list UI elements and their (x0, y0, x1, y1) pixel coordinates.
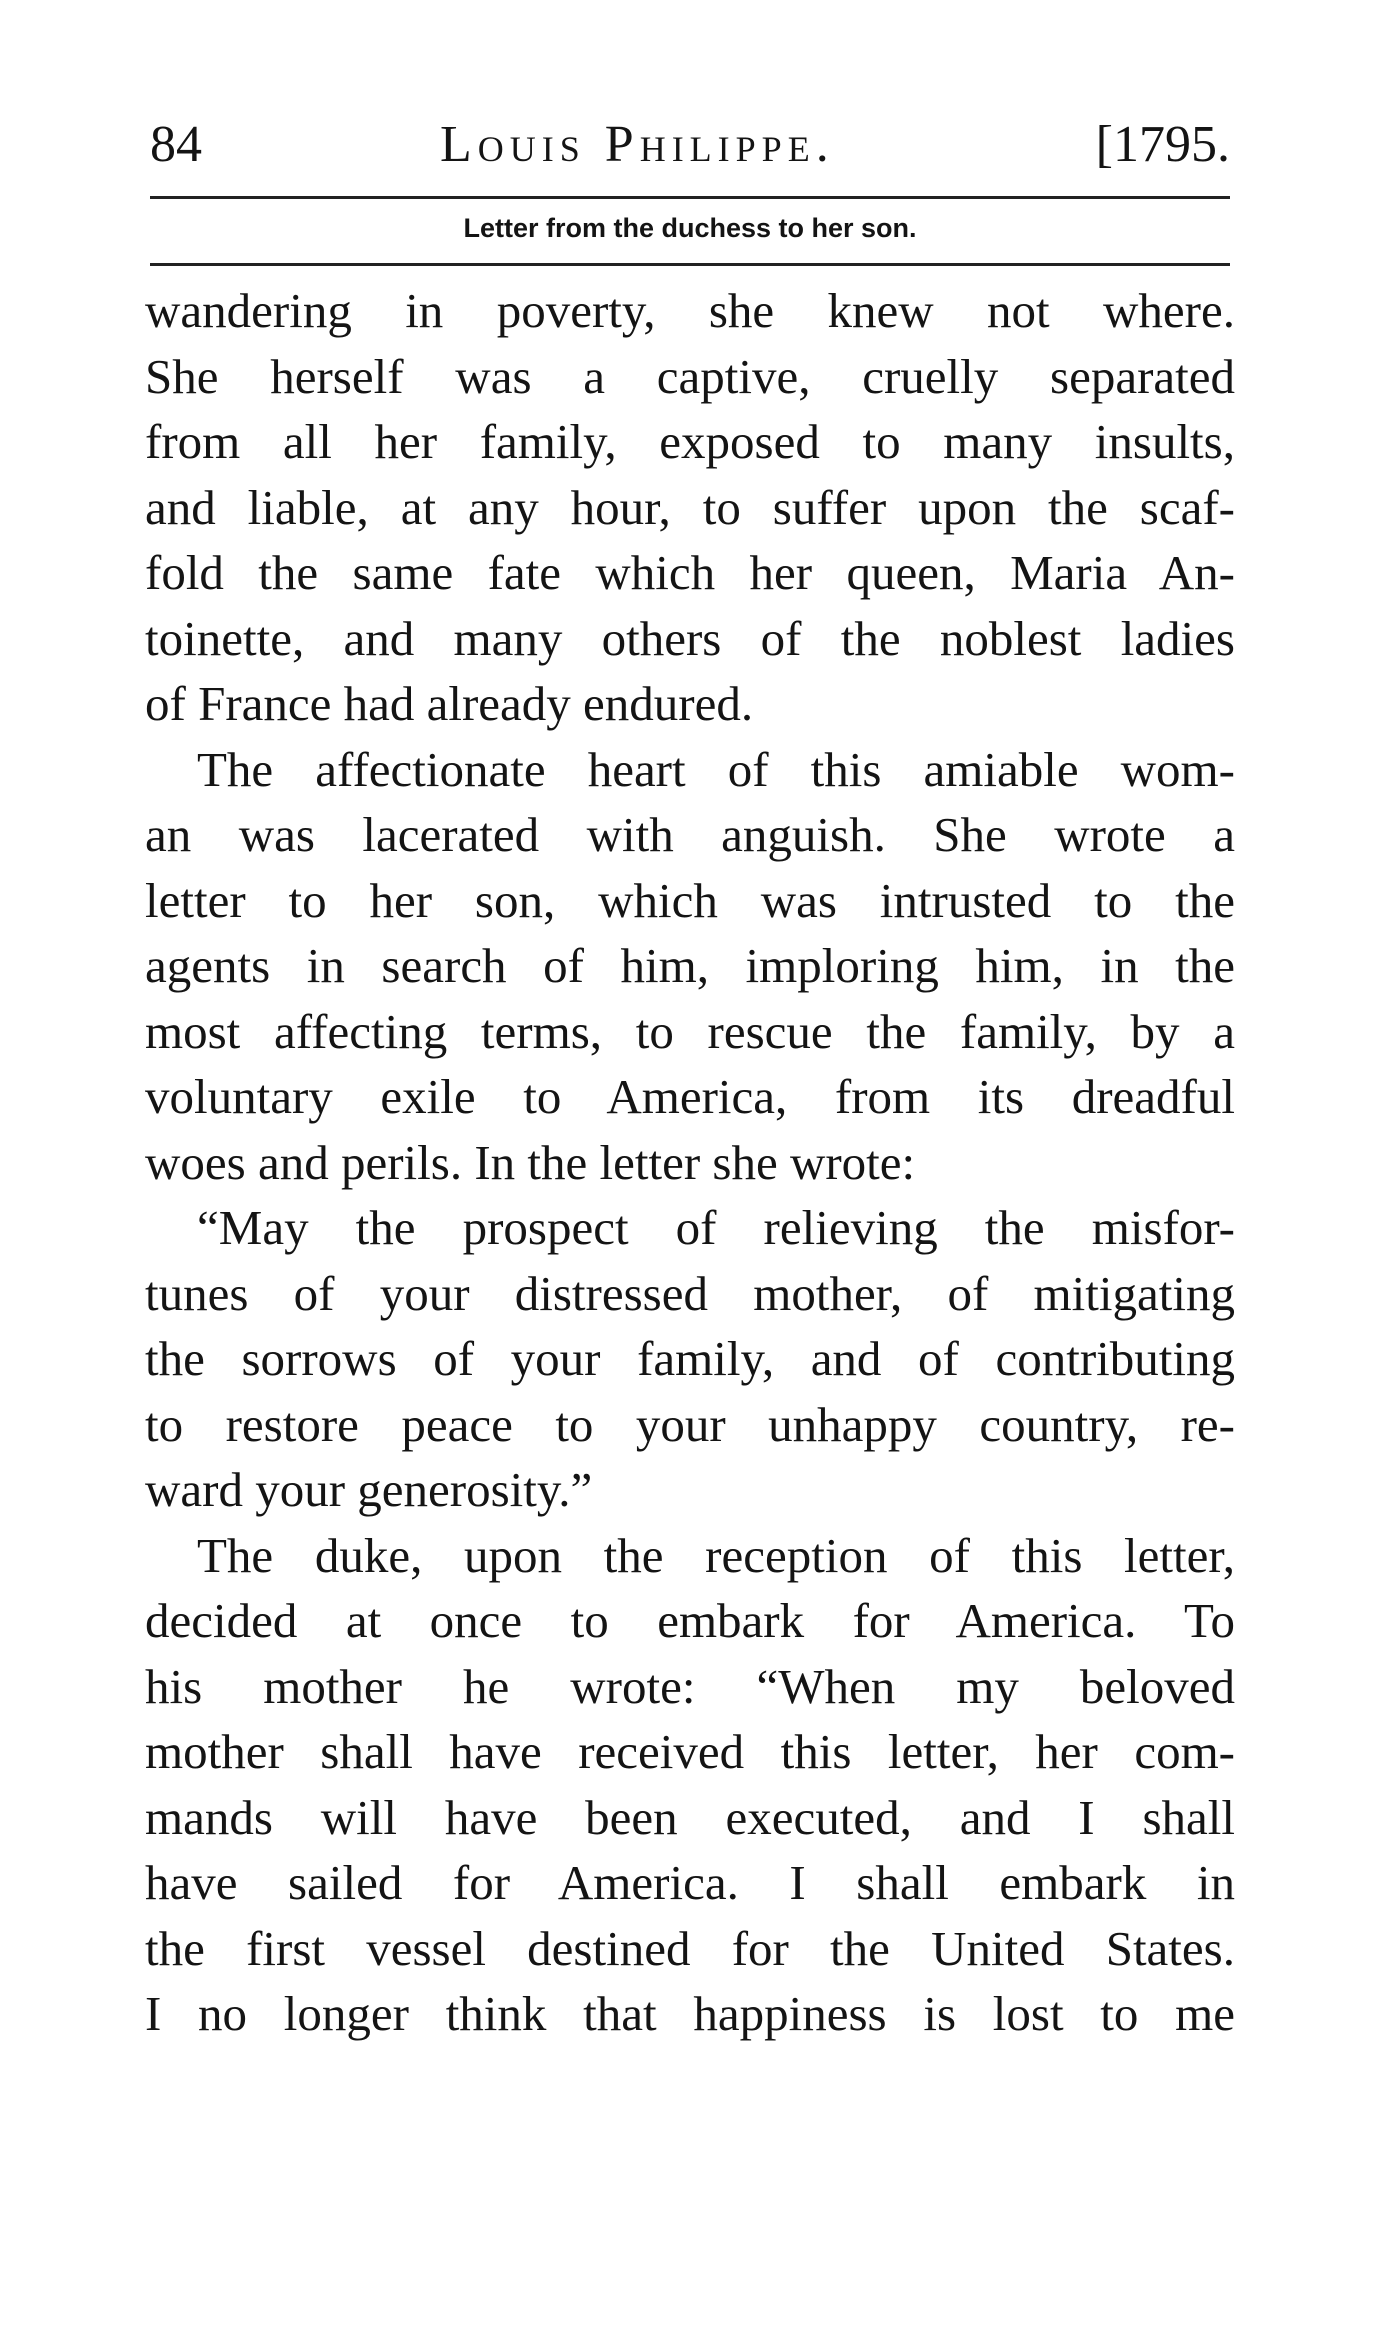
text-line: tunes of your distressed mother, of mitigating (145, 1265, 1235, 1321)
text-line: and liable, at any hour, to suffer upon the scaf- (145, 479, 1235, 535)
header-rule-top (150, 196, 1230, 199)
text-line: decided at once to embark for America. To (145, 1593, 1235, 1648)
text-line: an was lacerated with anguish. She wrote a (145, 807, 1235, 862)
text-line: woes and perils. In the letter she wrote: (145, 1134, 916, 1190)
text-line: from all her family, exposed to many insults, (145, 414, 1235, 469)
text-line: The affectionate heart of this amiable wom- (197, 741, 1235, 797)
text-line: letter to her son, which was intrusted to the (145, 872, 1235, 928)
text-line: “May the prospect of relieving the misfor- (197, 1200, 1235, 1255)
book-title: Louis Philippe. (440, 116, 835, 173)
text-line: to restore peace to your unhappy country, re- (145, 1396, 1235, 1452)
text-line: his mother he wrote: “When my beloved (145, 1658, 1235, 1714)
section-subheading: Letter from the duchess to her son. (463, 213, 917, 243)
text-line: the sorrows of your family, and of contributing (145, 1331, 1235, 1386)
page-number: 84 (150, 116, 202, 173)
text-line: agents in search of him, imploring him, in the (145, 938, 1235, 993)
text-line: mother shall have received this letter, her com- (145, 1724, 1235, 1779)
text-line: She herself was a captive, cruelly separated (145, 348, 1235, 404)
text-line: most affecting terms, to rescue the family, by a (145, 1003, 1235, 1059)
text-line: the first vessel destined for the United States. (145, 1920, 1235, 1976)
header-rule-bottom (150, 263, 1230, 266)
text-line: toinette, and many others of the noblest ladies (145, 610, 1235, 666)
text-line: The duke, upon the reception of this letter, (197, 1527, 1235, 1583)
text-line: mands will have been executed, and I shall (145, 1789, 1235, 1845)
text-line: I no longer think that happiness is lost to me (145, 1986, 1235, 2041)
text-line: wandering in poverty, she knew not where. (145, 283, 1235, 338)
text-line: have sailed for America. I shall embark in (145, 1855, 1235, 1910)
text-line: ward your generosity.” (145, 1462, 593, 1517)
text-line: fold the same fate which her queen, Maria An- (145, 545, 1235, 600)
text-line: voluntary exile to America, from its dreadful (145, 1069, 1235, 1124)
running-head (150, 110, 1230, 180)
body-text (145, 278, 1235, 2047)
year: [1795. (1095, 116, 1230, 173)
text-line: of France had already endured. (145, 676, 754, 731)
